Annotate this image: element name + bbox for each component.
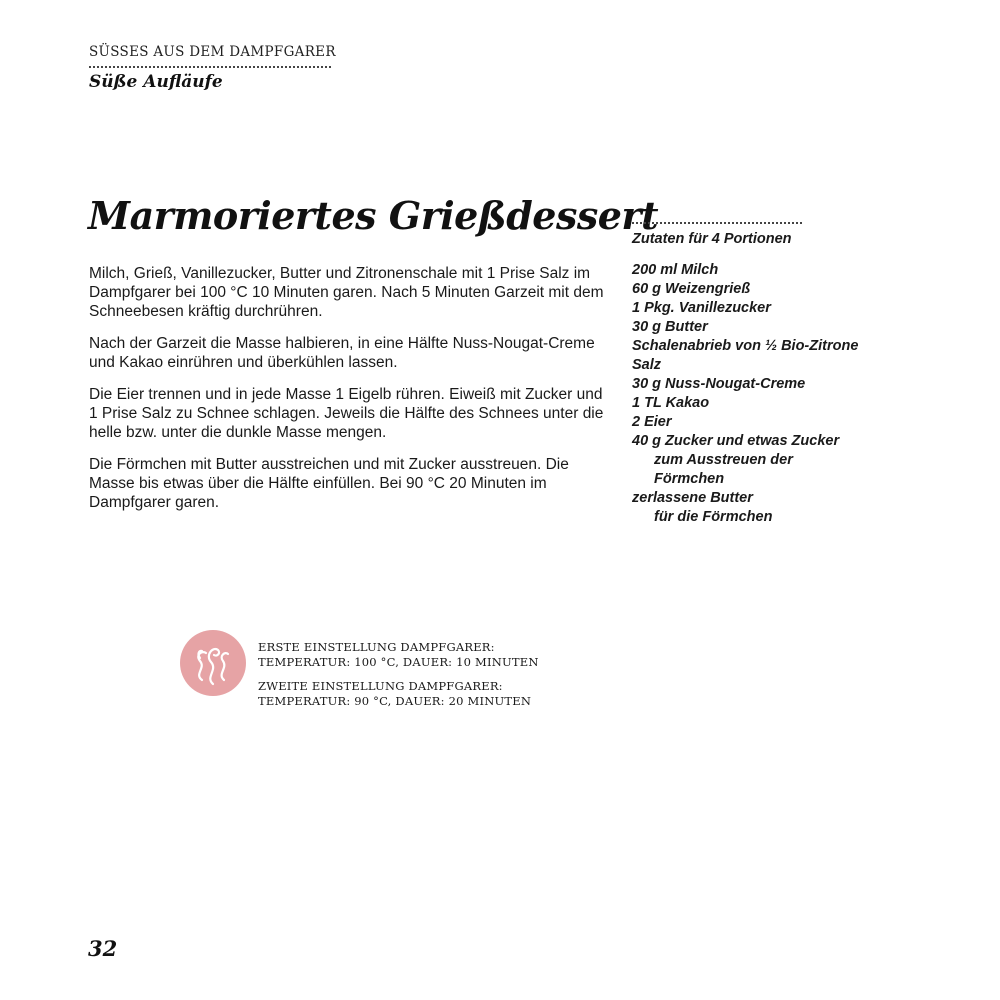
ingredient-item: 1 Pkg. Vanillezucker	[632, 300, 771, 316]
ingredients-divider	[632, 222, 802, 224]
ingredient-item	[632, 451, 932, 470]
setting-detail: TEMPERATUR: 100 °C, DAUER: 10 MINUTEN	[258, 655, 539, 669]
method-text	[89, 264, 609, 525]
ingredients-heading: Zutaten für 4 Portionen	[632, 231, 792, 247]
ingredient-item: 30 g Butter	[632, 319, 708, 335]
setting-first	[258, 640, 598, 670]
steamer-settings	[258, 640, 598, 718]
setting-title: ERSTE EINSTELLUNG DAMPFGARER:	[258, 640, 495, 654]
recipe-title: Marmoriertes Grießdessert	[88, 193, 659, 238]
setting-second	[258, 679, 598, 709]
chapter-label: Süße Aufläufe	[89, 72, 223, 92]
method-step: Die Förmchen mit Butter ausstreichen und mit Zucker ausstreuen. Die Masse bis etwas über die Hälfte einfüllen. Bei 90 °C 20 Minuten im Dampfgarer garen.	[89, 456, 569, 511]
steamer-settings-box	[180, 630, 600, 720]
ingredient-item	[632, 470, 932, 489]
ingredients-panel	[632, 222, 932, 527]
header-divider	[89, 66, 331, 68]
setting-title: ZWEITE EINSTELLUNG DAMPFGARER:	[258, 679, 503, 693]
ingredient-item: 30 g Nuss-Nougat-Creme	[632, 376, 806, 392]
method-step: Die Eier trennen und in jede Masse 1 Eigelb rühren. Eiweiß mit Zucker und 1 Prise Salz zu Schnee schlagen. Jeweils die Hälfte des Schnees unter die helle bzw. unter die dunkle Masse mengen.	[89, 386, 604, 441]
setting-detail: TEMPERATUR: 90 °C, DAUER: 20 MINUTEN	[258, 694, 532, 708]
ingredient-item: 40 g Zucker und etwas Zucker	[632, 433, 840, 449]
ingredient-continuation: für die Förmchen	[654, 509, 773, 525]
ingredient-item: 60 g Weizengrieß	[632, 281, 751, 297]
ingredient-item: 200 ml Milch	[632, 262, 719, 278]
method-step: Nach der Garzeit die Masse halbieren, in eine Hälfte Nuss-Nougat-Creme und Kakao einrühren und überkühlen lassen.	[89, 335, 595, 371]
ingredient-item: 2 Eier	[632, 414, 672, 430]
running-head	[89, 44, 336, 92]
steam-icon	[180, 630, 246, 696]
ingredient-continuation: Förmchen	[654, 471, 725, 487]
ingredient-item: 1 TL Kakao	[632, 395, 710, 411]
ingredient-item: zerlassene Butter	[632, 490, 753, 506]
ingredient-item: Salz	[632, 357, 662, 373]
method-step: Milch, Grieß, Vanillezucker, Butter und Zitronenschale mit 1 Prise Salz im Dampfgarer bei 100 °C 10 Minuten garen. Nach 5 Minuten Garzeit mit dem Schneebesen kräftig durchrühren.	[89, 265, 604, 320]
ingredient-item	[632, 508, 932, 527]
page-number: 32	[88, 936, 118, 961]
ingredient-item: Schalenabrieb von ½ Bio-Zitrone	[632, 338, 859, 354]
ingredient-continuation: zum Ausstreuen der	[654, 452, 793, 468]
ingredient-list	[632, 261, 932, 527]
section-label: SÜSSES AUS DEM DAMPFGARER	[89, 44, 336, 60]
